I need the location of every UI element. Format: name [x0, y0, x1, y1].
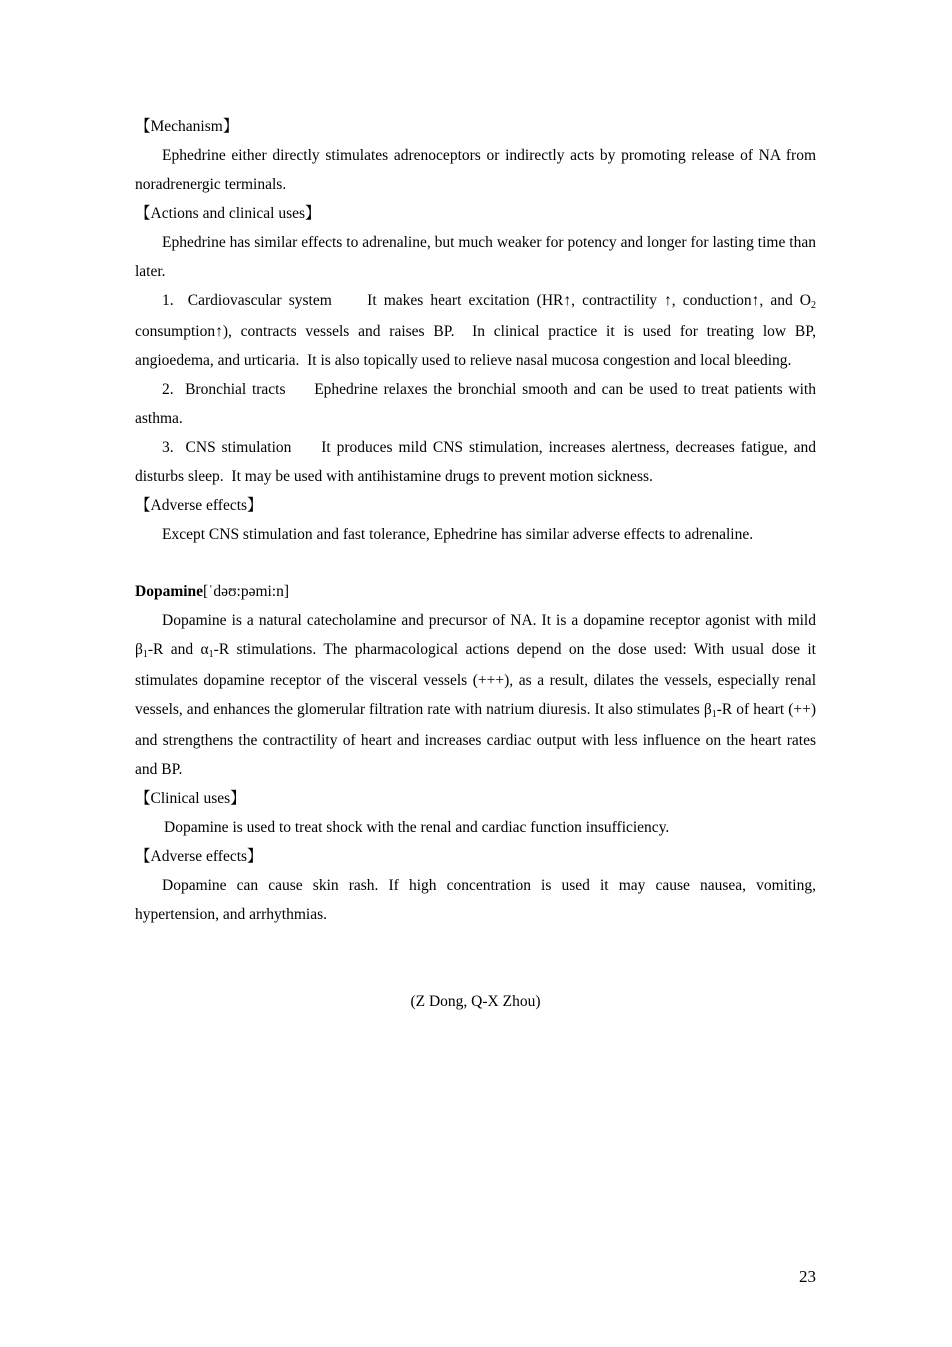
- cardiovascular-paragraph: [135, 286, 820, 375]
- cns-paragraph: 3. CNS stimulation It produces mild CNS stimulation, increases alertness, decreases fatigue, and disturbs sleep. It may be used with antihistamine drugs to prevent motion sickness.: [135, 439, 820, 485]
- dopamine-adverse-paragraph: Dopamine can cause skin rash. If high concentration is used it may cause nausea, vomiting, hypertension, and arrhythmias.: [135, 877, 816, 923]
- dopamine-title: Dopamine: [135, 583, 204, 600]
- dopamine-pronunciation: [ˈdəʊ:pəmi:n]: [203, 583, 290, 600]
- actions-heading: 【Actions and clinical uses】: [135, 205, 321, 222]
- alpha1-subscript: 1: [208, 649, 214, 660]
- dopamine-intro-part-c: -R stimulations. The pharmacological actions depend on the dose used: With usual dose it stimulates dopamine receptor of the visceral vessels (+++), as a result, dilates the vessels, especially renal vessels, and enhances the glomerular filtration rate with natrium diuresis. It also stimulates β: [135, 641, 816, 718]
- author-spacer: [135, 929, 816, 987]
- beta1-subscript: 1: [142, 649, 148, 660]
- dopamine-intro-part-d: -R of heart (++) and strengthens the contractility of heart and increases cardiac output with less influence on the heart rates and BP.: [135, 701, 817, 778]
- author-credit: (Z Dong, Q-X Zhou): [410, 993, 541, 1010]
- o2-subscript: 2: [811, 300, 816, 311]
- section-spacer: [135, 549, 816, 577]
- beta1-heart-subscript: 1: [711, 709, 717, 720]
- bronchial-paragraph: 2. Bronchial tracts Ephedrine relaxes the bronchial smooth and can be used to treat patients with asthma.: [135, 381, 820, 427]
- ephedrine-adverse-heading: 【Adverse effects】: [135, 497, 263, 514]
- dopamine-title-line: [135, 577, 816, 606]
- dopamine-clinical-paragraph: Dopamine is used to treat shock with the renal and cardiac function insufficiency.: [164, 819, 670, 836]
- ephedrine-adverse-paragraph: Except CNS stimulation and fast tolerance, Ephedrine has similar adverse effects to adrenaline.: [162, 526, 754, 543]
- mechanism-paragraph: Ephedrine either directly stimulates adrenoceptors or indirectly acts by promoting release of NA from noradrenergic terminals.: [135, 147, 816, 193]
- actions-intro-paragraph: Ephedrine has similar effects to adrenaline, but much weaker for potency and longer for lasting time than later.: [135, 234, 816, 280]
- cardiovascular-text-start: 1. Cardiovascular system It makes heart excitation (HR↑, contractility ↑, conduction↑, and O: [162, 292, 811, 309]
- dopamine-clinical-heading: 【Clinical uses】: [135, 790, 246, 807]
- page-number: 23: [799, 1267, 816, 1286]
- page-content: [135, 112, 820, 1016]
- dopamine-intro-paragraph: [135, 606, 816, 784]
- dopamine-intro-part-a: Dopamine is a natural catecholamine and precursor of NA. It is a dopamine receptor agonist with mild β: [135, 612, 816, 658]
- dopamine-intro-part-b: -R and α: [147, 641, 209, 658]
- dopamine-adverse-heading: 【Adverse effects】: [135, 848, 263, 865]
- mechanism-heading: 【Mechanism】: [135, 118, 239, 135]
- cardiovascular-text-end: consumption↑), contracts vessels and raises BP. In clinical practice it is used for treating low BP, angioedema, and urticaria. It is also topically used to relieve nasal mucosa congestion and local bleeding.: [135, 292, 820, 369]
